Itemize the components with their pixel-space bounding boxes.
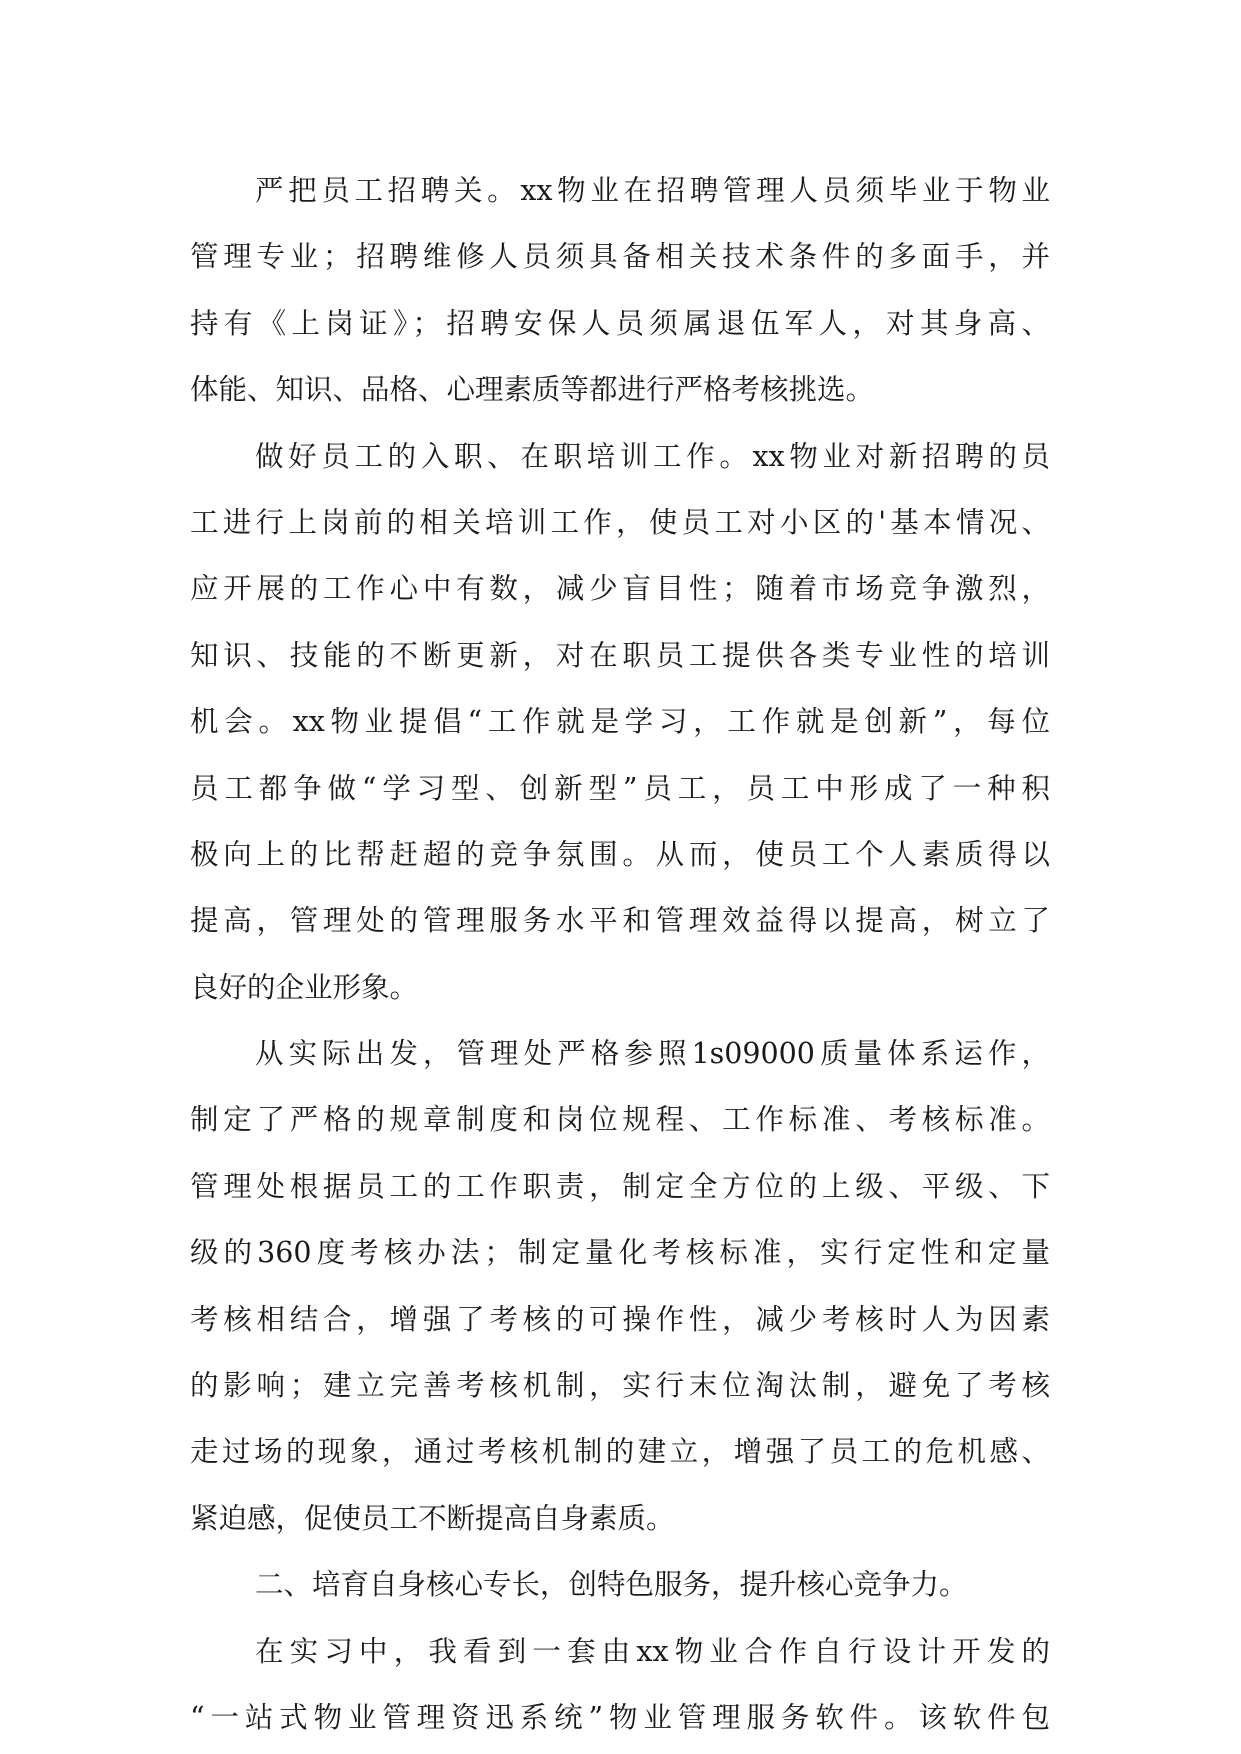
text-line: 在实习中，我看到一套由xx物业合作自行设计开发的 [255,1634,1050,1668]
paragraph [190,424,1050,1022]
text-line: 知识、技能的不断更新，对在职员工提供各类专业性的培训 [190,638,1050,672]
text-line: 持有《上岗证》；招聘安保人员须属退伍军人，对其身高、 [190,306,1050,340]
section-heading [190,1552,1050,1618]
text-line: 员工都争做“学习型、创新型”员工，员工中形成了一种积 [190,771,1050,805]
text-line: 工进行上岗前的相关培训工作，使员工对小区的'基本情况、 [190,505,1050,539]
paragraph [190,1619,1050,1752]
paragraph [190,1021,1050,1552]
text-line: 级的360度考核办法；制定量化考核标准，实行定性和定量 [190,1236,1050,1270]
text-line: 管理处根据员工的工作职责，制定全方位的上级、平级、下 [190,1169,1050,1203]
text-line: 体能、知识、品格、心理素质等都进行严格考核挑选。 [190,373,875,407]
text-line: “一站式物业管理资迅系统”物业管理服务软件。该软件包 [190,1700,1050,1734]
paragraph [190,158,1050,424]
text-line: 紧迫感，促使员工不断提高自身素质。 [190,1501,675,1535]
text-line: 良好的企业形象。 [190,970,419,1004]
text-line: 应开展的工作心中有数，减少盲目性；随着市场竞争激烈， [190,572,1050,606]
text-line: 二、培育自身核心专长，创特色服务，提升核心竞争力。 [255,1568,968,1602]
text-line: 严把员工招聘关。xx物业在招聘管理人员须毕业于物业 [255,174,1050,207]
text-line: 从实际出发，管理处严格参照1s09000质量体系运作， [255,1037,1050,1071]
text-line: 管理专业；招聘维修人员须具备相关技术条件的多面手，并 [190,240,1050,274]
text-line: 走过场的现象，通过考核机制的建立，增强了员工的危机感、 [190,1435,1050,1469]
text-line: 制定了严格的规章制度和岗位规程、工作标准、考核标准。 [190,1103,1050,1137]
text-line: 的影响；建立完善考核机制，实行末位淘汰制，避免了考核 [190,1369,1050,1403]
text-line: 考核相结合，增强了考核的可操作性，减少考核时人为因素 [190,1302,1050,1336]
text-line: 极向上的比帮赶超的竞争氛围。从而，使员工个人素质得以 [190,837,1050,871]
text-line: 机会。xx物业提倡“工作就是学习，工作就是创新”，每位 [190,705,1050,739]
text-line: 做好员工的入职、在职培训工作。xx物业对新招聘的员 [255,439,1050,473]
document-body [190,158,1050,1751]
text-line: 提高，管理处的管理服务水平和管理效益得以提高，树立了 [190,904,1050,938]
